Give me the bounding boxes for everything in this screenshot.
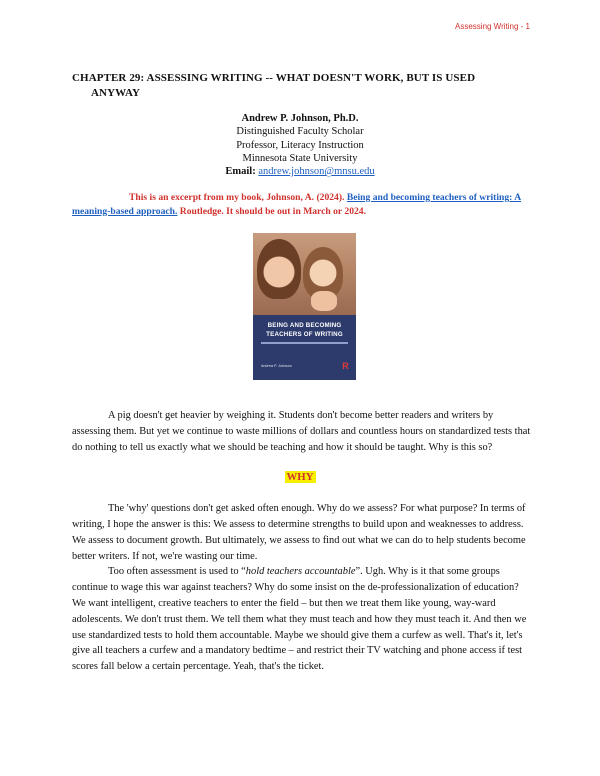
book-title-link[interactable]: Being and becoming teachers of writing: A meaning-based approach. [72, 192, 522, 217]
author-title: Distinguished Faculty Scholar [236, 126, 364, 138]
chapter-title-line-2: ANYWAY [91, 87, 141, 99]
cover-title-line-1: BEING AND BECOMING [267, 322, 342, 329]
cover-hand [311, 291, 337, 311]
author-name: Andrew P. Johnson, Ph.D. [241, 113, 359, 124]
publisher-logo-icon: R [342, 361, 349, 371]
author-block [150, 112, 450, 178]
running-head: Assessing Writing - 1 [455, 22, 530, 31]
excerpt-tail: Routledge. It should be out in March or 2024. [179, 205, 366, 217]
chapter-title-line-1: CHAPTER 29: ASSESSING WRITING -- WHAT DOESN'T WORK, BUT IS USED [72, 72, 476, 84]
chapter-title [72, 71, 532, 101]
cover-author: Andrew P. Johnson [261, 364, 292, 368]
body-paragraph-1: A pig doesn't get heavier by weighing it. Students don't become better readers and writers by assessing them. But yet we continue to waste millions of dollars and countless hours on standardized tests that do nothing to tell us exactly what we should be teaching and how it should be taught. Why is this so? [72, 410, 531, 453]
body-paragraph-2: The 'why' questions don't get asked often enough. Why do we assess? For what purpose? In terms of writing, I hope the answer is this: We assess to determine strengths to build upon and weaknesses to address. We assess to document growth. But ultimately, we assess to find out what we can do to help students become better writers. If not, we're wasting our time. [72, 503, 526, 562]
cover-figure-1 [257, 239, 301, 299]
author-email-line [150, 165, 450, 178]
cover-photo [253, 233, 356, 315]
author-institution: Minnesota State University [242, 152, 358, 164]
p3-before: Too often assessment is used to “ [108, 566, 246, 578]
cover-subtitle-rule [261, 342, 348, 344]
p3-after: ”. Ugh. Why is it that some groups continue to wage this war against teachers? Why do some insist on the de-professionalization of education? We want intelligent, creative teachers to enter the field – but then we treat them like young, way-ward adolescents. We don't trust them. We tell them what they must teach and how they must teach it. And then we use standardized tests to hold them accountable. Maybe we should give them a curfew as well. That's it, let's give all teachers a curfew and a mandatory bedtime – and restrict their TV watching and phone access if test scores fall below a certain percentage. Yeah, that's the ticket. [72, 566, 527, 673]
author-position: Professor, Literacy Instruction [236, 139, 364, 151]
excerpt-note [72, 191, 532, 218]
p3-emphasis: hold teachers accountable [245, 566, 356, 578]
email-label: Email: [225, 166, 256, 178]
section-heading-why [0, 471, 600, 483]
book-cover-image [253, 233, 356, 380]
body-paragraph-3 [72, 564, 534, 675]
cover-title-line-2: TEACHERS OF WRITING [266, 331, 343, 338]
author-email-link[interactable]: andrew.johnson@mnsu.edu [258, 166, 375, 178]
excerpt-lead: This is an excerpt from my book, Johnson, A. (2024). [129, 192, 345, 203]
section-heading-text: WHY [286, 471, 314, 483]
